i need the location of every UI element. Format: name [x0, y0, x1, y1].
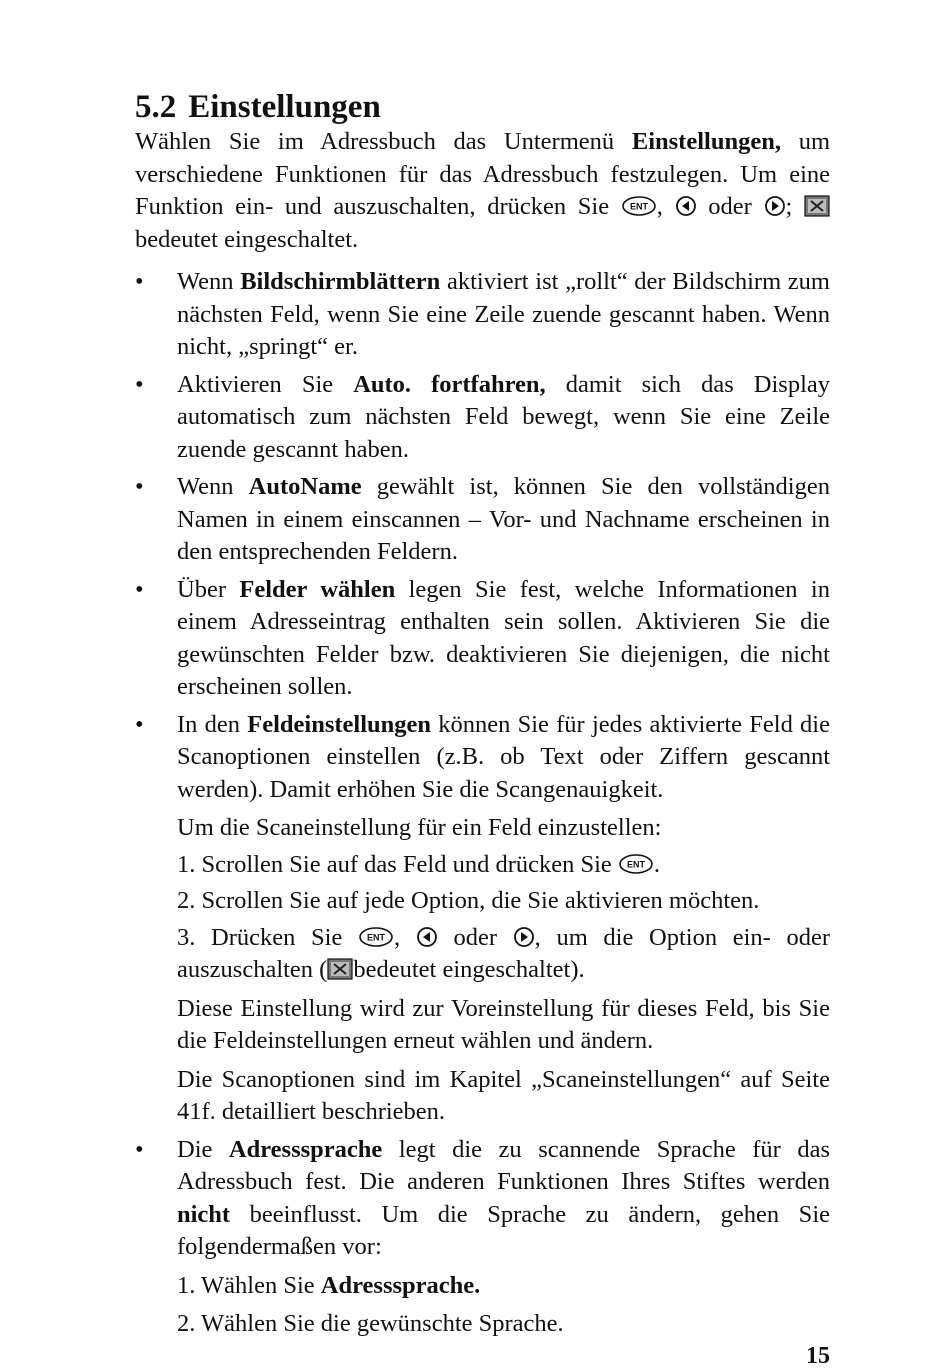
- bullet4-text-1: Über: [177, 575, 240, 603]
- bullet1-bold: Bildschirmblättern: [240, 268, 441, 295]
- bullet5-bold: Feldeinstellungen: [247, 710, 432, 738]
- right-arrow-button-icon: [764, 195, 786, 217]
- bullet6-text-3: beeinflusst. Um die Sprache zu ändern, gehen Sie folgendermaßen vor:: [177, 1200, 830, 1260]
- svg-text:ENT: ENT: [367, 932, 386, 942]
- step1-period: .: [653, 850, 661, 878]
- bullet3-text-2: gewählt ist, können Sie den vollständigen Namen in einem einscannen – Vor- und Nachname erscheinen in den entsprechenden Feldern.: [177, 473, 830, 565]
- bullet2-text-2: damit sich das Display automatisch zum nächsten Feld bewegt, wenn Sie eine Zeile zuende gescannt haben.: [177, 370, 831, 463]
- bullet6-text-1: Die: [177, 1135, 229, 1163]
- list-item: [135, 266, 830, 364]
- section-title: Einstellungen: [188, 89, 381, 125]
- step3-or: oder: [437, 923, 513, 951]
- intro-comma: ,: [656, 193, 675, 220]
- bullet5-step-1: [177, 849, 830, 882]
- checked-box-icon: [804, 195, 830, 217]
- bullet6-step-2: 2. Wählen Sie die gewünschte Sprache.: [177, 1310, 564, 1337]
- checked-box-icon: [327, 958, 353, 980]
- section-number: 5.2: [135, 89, 177, 125]
- list-item: [135, 709, 830, 1129]
- step3-comma: ,: [394, 923, 416, 951]
- bullet1-text-2: aktiviert ist „rollt“ der Bildschirm zum nächsten Feld, wenn Sie eine Zeile zuende gescannt haben. Wenn nicht, „springt“ er.: [177, 268, 830, 360]
- b6-step1-bold: Adresssprache.: [320, 1271, 481, 1299]
- intro-bold-settings: Einstellungen,: [631, 128, 781, 155]
- b6-step1-text: 1. Wählen Sie: [177, 1271, 321, 1299]
- section-heading: [135, 88, 830, 126]
- bullet2-bold: Auto. fortfahren,: [353, 370, 546, 398]
- bullet2-text-1: Aktivieren Sie: [177, 370, 354, 398]
- bullet3-bold: AutoName: [248, 473, 362, 500]
- bullet5-step-2: 2. Scrollen Sie auf jede Option, die Sie aktivieren möchten.: [177, 887, 760, 914]
- step3-text-3: bedeutet eingeschaltet).: [353, 956, 585, 983]
- bullet3-text-1: Wenn: [177, 473, 249, 500]
- page-number: 15: [806, 1343, 830, 1369]
- bullet1-text-1: Wenn: [177, 268, 241, 295]
- bullet5-note-1: Diese Einstellung wird zur Voreinstellung für dieses Feld, bis Sie die Feldeinstellungen erneut wählen und ändern.: [177, 994, 830, 1054]
- intro-text-2: um verschiedene Funktionen für das Adressbuch festzulegen. Um eine Funktion ein- und auszuschalten, drücken Sie: [135, 128, 830, 220]
- left-arrow-button-icon: [675, 195, 697, 217]
- step1-text: 1. Scrollen Sie auf das Feld und drücken Sie: [177, 850, 618, 878]
- bullet4-bold: Felder wählen: [239, 575, 396, 603]
- settings-list: [135, 266, 830, 1341]
- intro-or: oder: [696, 193, 764, 220]
- left-arrow-button-icon: [416, 926, 438, 948]
- list-item: [135, 471, 830, 569]
- step3-text-2: , um die Option ein- oder auszuschalten (: [177, 923, 831, 983]
- enter-button-icon: [358, 926, 394, 948]
- bullet6-step-1: [177, 1270, 830, 1303]
- enter-button-icon: [621, 195, 657, 217]
- bullet5-instructions-intro: Um die Scaneinstellung für ein Feld einzustellen:: [177, 814, 662, 841]
- bullet5-text-1: In den: [177, 710, 248, 738]
- step3-text-1: 3. Drücken Sie: [177, 923, 359, 951]
- bullet6-text-2: legt die zu scannende Sprache für das Adressbuch fest. Die anderen Funktionen Ihres Stiftes werden: [177, 1135, 830, 1195]
- bullet4-text-2: legen Sie fest, welche Informationen in einem Adresseintrag enthalten sein sollen. Aktivieren Sie die gewünschten Felder bzw. deaktivieren Sie diejenigen, die nicht erscheinen sollen.: [177, 575, 830, 700]
- list-item: [135, 1134, 830, 1341]
- bullet5-text-2: können Sie für jedes aktivierte Feld die Scanoptionen einstellen (z.B. ob Text oder Ziffern gescannt werden). Damit erhöhen Sie die Scangenauigkeit.: [177, 710, 830, 803]
- content: [135, 88, 830, 1346]
- intro-paragraph: [135, 126, 830, 256]
- list-item: [135, 369, 830, 467]
- enter-button-icon: [618, 853, 654, 875]
- intro-text-3: bedeutet eingeschaltet.: [135, 225, 359, 253]
- list-item: [135, 574, 830, 704]
- intro-text-1: Wählen Sie im Adressbuch das Untermenü: [135, 128, 632, 155]
- bullet6-bold: Adresssprache: [228, 1135, 383, 1163]
- intro-semicolon: ;: [785, 193, 804, 220]
- bullet5-note-2: Die Scanoptionen sind im Kapitel „Scaneinstellungen“ auf Seite 41f. detailliert beschrieben.: [177, 1065, 830, 1125]
- bullet6-bold-nicht: nicht: [177, 1200, 231, 1228]
- right-arrow-button-icon: [513, 926, 535, 948]
- svg-text:ENT: ENT: [626, 859, 645, 869]
- svg-text:ENT: ENT: [629, 201, 648, 212]
- bullet5-step-3: [177, 922, 830, 987]
